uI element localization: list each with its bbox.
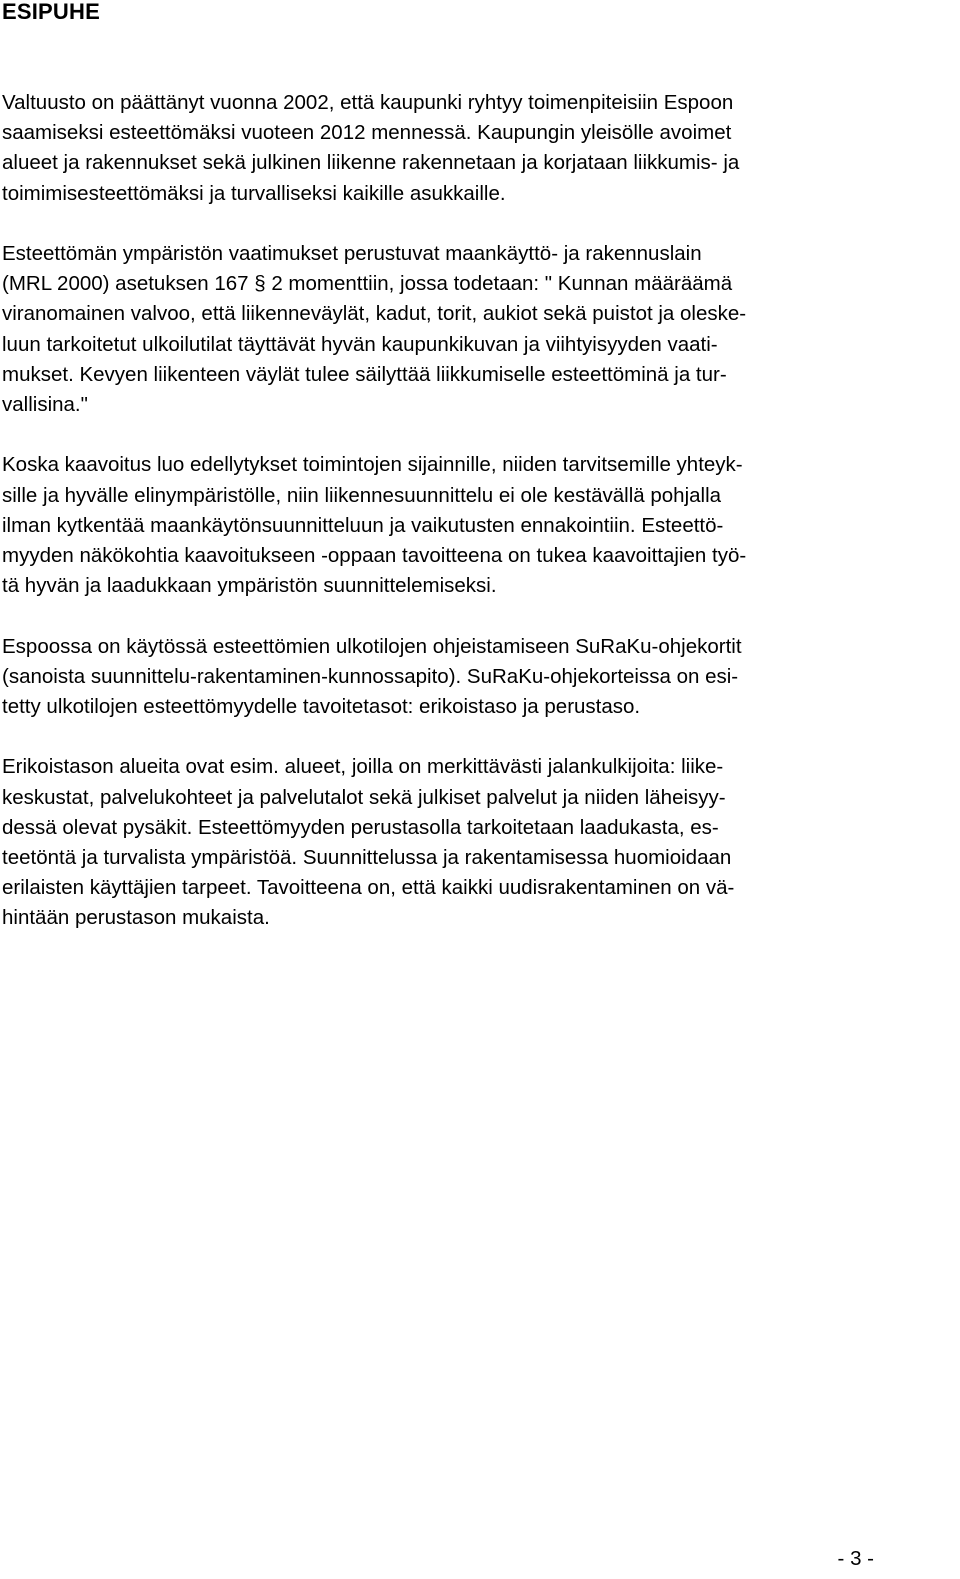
text-line: vallisina."	[2, 393, 88, 417]
text-line: dessä olevat pysäkit. Esteettömyyden perustasolla tarkoitetaan laadukasta, es-	[2, 815, 719, 839]
text-line: tetty ulkotilojen esteettömyydelle tavoitetasot: erikoistaso ja perustaso.	[2, 695, 641, 719]
text-line: mukset. Kevyen liikenteen väylät tulee säilyttää liikkumiselle esteettöminä ja tur-	[2, 362, 727, 386]
text-line: alueet ja rakennukset sekä julkinen liikenne rakennetaan ja korjataan liikkumis- ja	[2, 151, 740, 175]
text-line: Koska kaavoitus luo edellytykset toimintojen sijainnille, niiden tarvitsemille yhteyk-	[2, 453, 743, 477]
text-line: sille ja hyvälle elinympäristölle, niin liikennesuunnittelu ei ole kestävällä pohjalla	[2, 483, 722, 507]
text-line: Esteettömän ympäristön vaatimukset perustuvat maankäyttö- ja rakennuslain	[2, 242, 702, 265]
text-line: Erikoistason alueita ovat esim. alueet, joilla on merkittävästi jalankulkijoita: liike-	[2, 755, 724, 779]
text-line: toimimisesteettömäksi ja turvalliseksi kaikille asukkaille.	[2, 181, 506, 205]
text-line: saamiseksi esteettömäksi vuoteen 2012 mennessä. Kaupungin yleisölle avoimet	[2, 121, 732, 145]
paragraph-1	[2, 88, 942, 209]
text-line: (sanoista suunnittelu-rakentaminen-kunnossapito). SuRaKu-ohjekorteissa on esi-	[2, 664, 739, 688]
text-line: keskustat, palvelukohteet ja palvelutalot sekä julkiset palvelut ja niiden läheisyy-	[2, 785, 726, 809]
text-line: erilaisten käyttäjien tarpeet. Tavoitteena on, että kaikki uudisrakentaminen on vä-	[2, 876, 735, 900]
text-line: viranomainen valvoo, että liikenneväylät, kadut, torit, aukiot sekä puistot ja oleske-	[2, 302, 747, 326]
page-number: - 3 -	[837, 1547, 874, 1570]
paragraph-3	[2, 450, 942, 601]
text-line: Valtuusto on päättänyt vuonna 2002, että kaupunki ryhtyy toimenpiteisiin Espoon	[2, 91, 734, 114]
paragraph-2	[2, 239, 942, 420]
text-line: hintään perustason mukaista.	[2, 906, 270, 930]
paragraph-5	[2, 752, 942, 933]
text-line: myyden näkökohtia kaavoitukseen -oppaan tavoitteena on tukea kaavoittajien työ-	[2, 544, 747, 568]
page-heading: ESIPUHE	[2, 0, 100, 24]
text-line: tä hyvän ja laadukkaan ympäristön suunnittelemiseksi.	[2, 574, 497, 598]
text-line: teetöntä ja turvalista ympäristöä. Suunnittelussa ja rakentamisessa huomioidaan	[2, 846, 732, 870]
body-text	[2, 88, 942, 964]
text-line: luun tarkoitetut ulkoilutilat täyttävät hyvän kaupunkikuvan ja viihtyisyyden vaati-	[2, 332, 718, 356]
text-line: ilman kytkentää maankäytönsuunnitteluun ja vaikutusten ennakointiin. Esteettö-	[2, 513, 724, 537]
paragraph-4	[2, 632, 942, 723]
text-line: Espoossa on käytössä esteettömien ulkotilojen ohjeistamiseen SuRaKu-ohjekortit	[2, 634, 742, 658]
text-line: (MRL 2000) asetuksen 167 § 2 momenttiin, jossa todetaan: " Kunnan määräämä	[2, 272, 733, 296]
